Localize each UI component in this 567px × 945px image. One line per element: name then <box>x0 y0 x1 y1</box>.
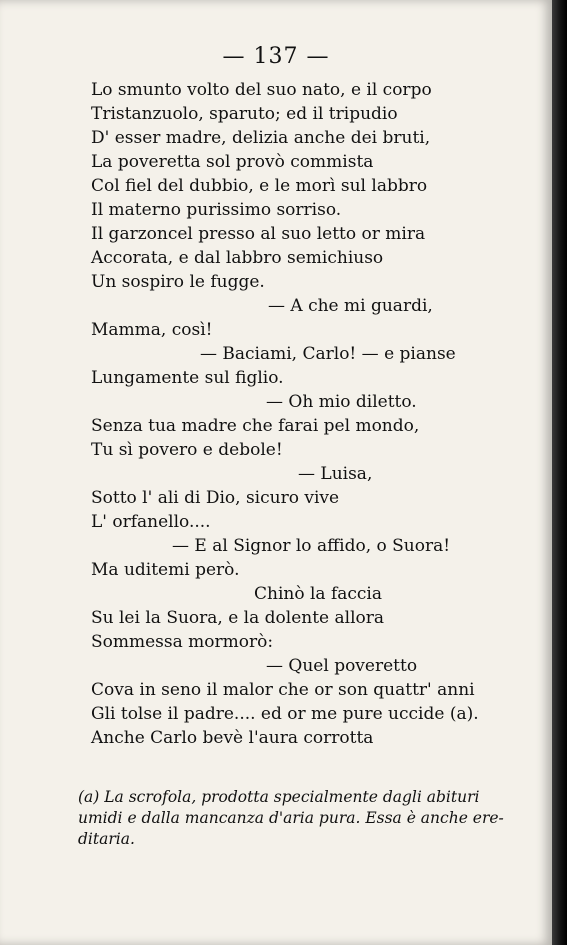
poem-line: L' orfanello.... <box>91 512 211 532</box>
footnote <box>78 787 508 850</box>
poem-line: Gli tolse il padre.... ed or me pure uccide (a). <box>91 704 479 724</box>
poem-line: Un sospiro le fugge. <box>91 272 265 292</box>
poem-line: Col fiel del dubbio, e le morì sul labbro <box>91 176 428 196</box>
poem-line: — Baciami, Carlo! — e pianse <box>200 344 456 364</box>
poem-line: — Quel poveretto <box>266 656 418 676</box>
poem-line: Tu sì povero e debole! <box>91 440 283 460</box>
poem-line: — E al Signor lo affido, o Suora! <box>172 536 451 556</box>
poem-line: Ma uditemi però. <box>91 560 240 580</box>
poem-line: Sotto l' ali di Dio, sicuro vive <box>91 488 340 508</box>
poem-line: Sommessa mormorò: <box>91 632 274 652</box>
poem-line: — A che mi guardi, <box>268 296 433 316</box>
poem-line: Il materno purissimo sorriso. <box>91 200 342 220</box>
poem-line: Il garzoncel presso al suo letto or mira <box>91 224 426 244</box>
footnote-line: umidi e dalla mancanza d'aria pura. Essa è anche ere- <box>78 809 504 827</box>
footnote-line: (a) La scrofola, prodotta specialmente dagli abituri <box>78 788 480 806</box>
page-number: — 137 — <box>222 44 330 69</box>
poem-line: Chinò la faccia <box>254 584 382 604</box>
poem-line: Senza tua madre che farai pel mondo, <box>91 416 420 436</box>
poem-line: Lo smunto volto del suo nato, e il corpo <box>91 80 432 100</box>
poem-line: — Oh mio diletto. <box>266 392 417 412</box>
poem-line: Tristanzuolo, sparuto; ed il tripudio <box>91 104 398 124</box>
footnote-line: ditaria. <box>78 830 135 848</box>
poem-line: Anche Carlo bevè l'aura corrotta <box>91 728 374 748</box>
poem-line: D' esser madre, delizia anche dei bruti, <box>91 128 431 148</box>
poem-line: Su lei la Suora, e la dolente allora <box>91 608 385 628</box>
poem-line: Accorata, e dal labbro semichiuso <box>91 248 384 268</box>
poem-line: La poveretta sol provò commista <box>91 152 374 172</box>
poem-line: Cova in seno il malor che or son quattr' anni <box>91 680 475 700</box>
poem-line: Mamma, così! <box>91 320 213 340</box>
book-edge <box>552 0 567 945</box>
poem-line: — Luisa, <box>298 464 373 484</box>
poem-line: Lungamente sul figlio. <box>91 368 284 388</box>
